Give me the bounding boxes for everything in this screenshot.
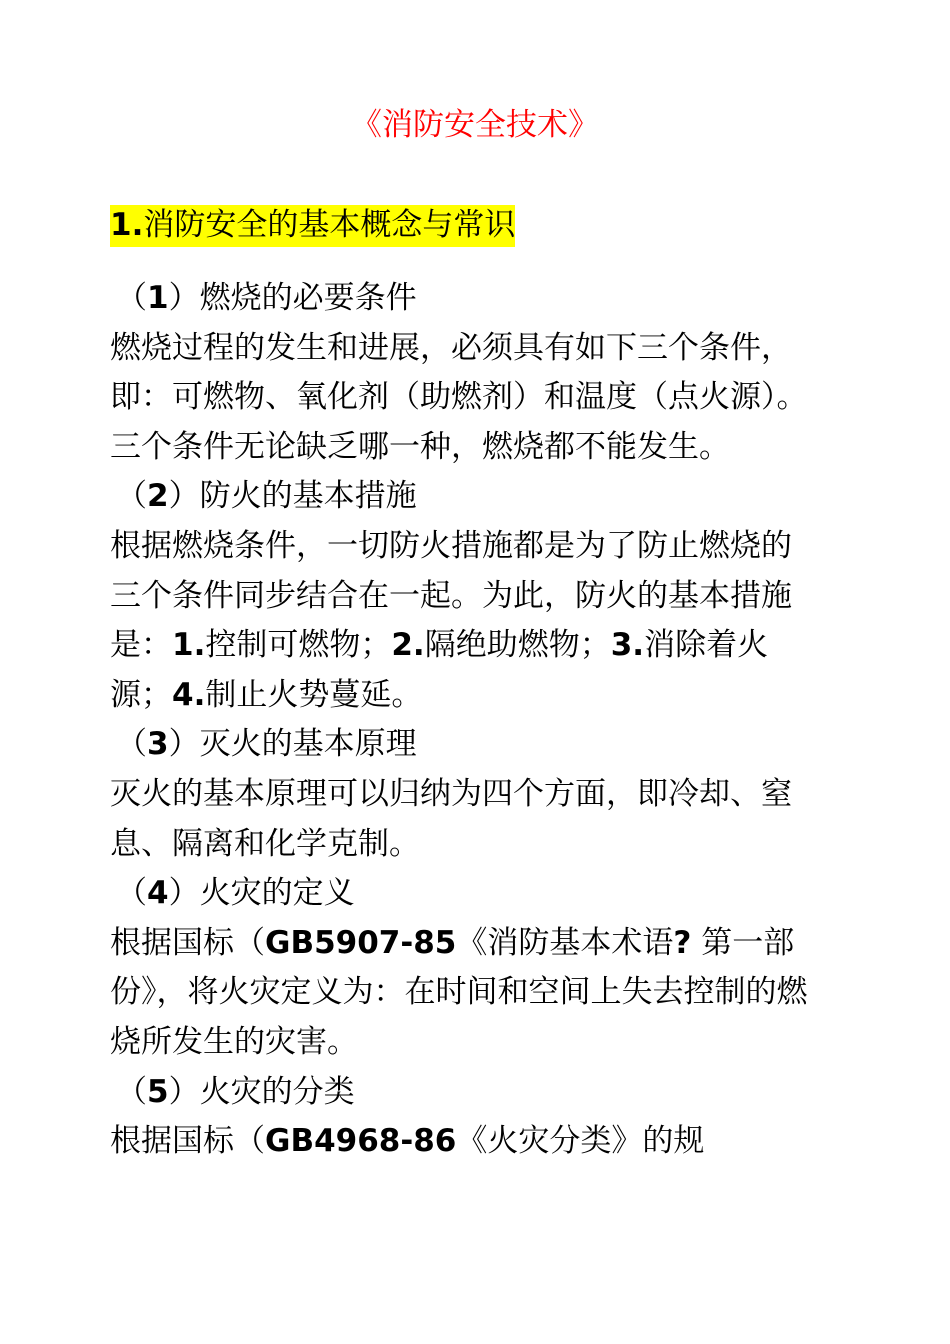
subsection-number: 1 [147, 280, 169, 316]
subsection-number: 3 [147, 726, 169, 763]
paren-close: ） [168, 726, 200, 763]
paragraph: 根据国标（GB4968-86《火灾分类》的规 [110, 1123, 705, 1160]
document-body [110, 274, 822, 1167]
paren-open: （ [116, 280, 147, 316]
subsection-heading [110, 1068, 822, 1118]
section-heading-highlight [110, 205, 515, 247]
subsection-number: 5 [147, 1073, 169, 1110]
subsection-heading [110, 720, 822, 770]
paren-close: ） [168, 1073, 200, 1110]
section-title: 消防安全的基本概念与常识 [143, 207, 516, 243]
subsection-title: 防火的基本措施 [199, 478, 417, 515]
paren-open: （ [116, 726, 147, 763]
paragraph: 根据燃烧条件，一切防火措施都是为了防止燃烧的三个条件同步结合在一起。为此，防火的基本措施是：1.控制可燃物；2.隔绝助燃物；3.消除着火源；4.制止火势蔓延。 [110, 527, 792, 713]
subsection-title: 灭火的基本原理 [199, 726, 417, 763]
subsection-number: 4 [147, 875, 169, 912]
paragraph: 根据国标（GB5907-85《消防基本术语? 第一部份》，将火灾定义为：在时间和空间上失去控制的燃烧所发生的灾害。 [110, 924, 808, 1060]
paragraph: 灭火的基本原理可以归纳为四个方面，即冷却、窒息、隔离和化学克制。 [110, 775, 792, 862]
paren-close: ） [168, 478, 200, 515]
subsection-heading [110, 274, 822, 324]
paren-open: （ [116, 875, 147, 912]
subsection-heading [110, 472, 822, 522]
section-number: 1. [110, 207, 144, 243]
subsection-heading [110, 869, 822, 919]
document-title: 《消防安全技术》 [351, 107, 599, 143]
paren-open: （ [116, 1073, 147, 1110]
paren-close: ） [168, 280, 200, 316]
paren-close: ） [168, 875, 200, 912]
section-heading [110, 202, 515, 248]
subsection-title: 火灾的分类 [199, 1073, 355, 1110]
paren-open: （ [116, 478, 147, 515]
paragraph: 燃烧过程的发生和进展，必须具有如下三个条件，即：可燃物、氧化剂（助燃剂）和温度（点火源）。三个条件无论缺乏哪一种，燃烧都不能发生。 [110, 329, 808, 465]
subsection-title: 燃烧的必要条件 [199, 280, 417, 316]
subsection-title: 火灾的定义 [199, 875, 355, 912]
subsection-number: 2 [147, 478, 169, 515]
